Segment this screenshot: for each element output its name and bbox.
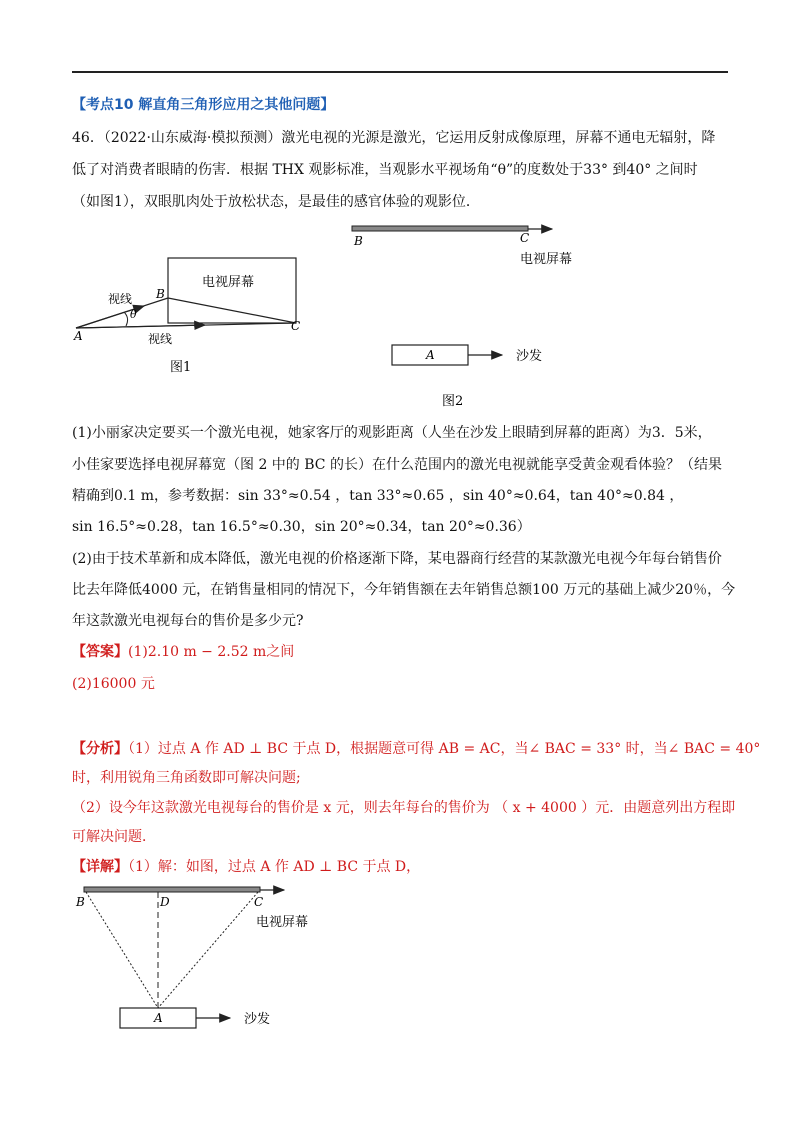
fig1-sight-label-top: 视线 bbox=[108, 292, 133, 306]
question2-line-2: 比去年降低4000 元，在销售量相同的情况下，今年销售额在去年销售总额100 万元的基础上减少20％，今 bbox=[72, 582, 736, 598]
figure-3 bbox=[66, 880, 326, 1040]
fig3-point-b: B bbox=[76, 895, 85, 909]
fig3-point-c: C bbox=[254, 895, 264, 909]
fig2-sofa-label: 沙发 bbox=[516, 349, 543, 364]
analysis-text-1: （1）过点 A 作 AD ⊥ BC 于点 D，根据题意可得 AB = AC，当∠ BAC = 33° 时，当∠ BAC = 40° bbox=[128, 741, 761, 757]
analysis-line-1 bbox=[72, 738, 760, 760]
question2-line-1: (2)由于技术革新和成本降低，激光电视的价格逐渐下降，某电器商行经营的某款激光电视今年每台销售价 bbox=[72, 551, 722, 567]
section-heading: 【考点10 解直角三角形应用之其他问题】 bbox=[72, 97, 335, 113]
question1-line-4: sin 16.5°≈0.28，tan 16.5°≈0.30，sin 20°≈0.34，tan 20°≈0.36） bbox=[72, 519, 531, 535]
fig3-sofa-label: 沙发 bbox=[244, 1012, 271, 1027]
angle-arc bbox=[124, 312, 128, 326]
detail-label: 【详解】 bbox=[72, 859, 128, 875]
fig1-sight-label-bottom: 视线 bbox=[148, 332, 173, 346]
analysis-line-4: 可解决问题． bbox=[72, 829, 156, 845]
fig2-point-c: C bbox=[520, 231, 530, 245]
answer-line-1 bbox=[72, 641, 294, 663]
fig1-angle-theta: θ bbox=[130, 308, 137, 321]
detail-line-1 bbox=[72, 856, 420, 878]
fig2-point-a: A bbox=[426, 348, 435, 362]
fig3-line-ab bbox=[86, 892, 158, 1008]
fig2-point-b: B bbox=[354, 234, 363, 248]
fig1-caption: 图1 bbox=[170, 360, 192, 375]
top-rule bbox=[72, 71, 728, 73]
fig2-screen-label: 电视屏幕 bbox=[520, 252, 573, 267]
screen-rect bbox=[168, 258, 296, 323]
analysis-label: 【分析】 bbox=[72, 741, 128, 757]
figure-1 bbox=[60, 248, 330, 388]
problem-line-2: 低了对消费者眼睛的伤害．根据 THX 观影标准，当观影水平视场角“θ”的度数处于33° 到40° 之间时 bbox=[72, 162, 698, 178]
problem-line-1: 46．（2022·山东威海·模拟预测）激光电视的光源是激光，它运用反射成像原理，屏幕不通电无辐射，降 bbox=[72, 130, 716, 146]
figure-2 bbox=[340, 216, 610, 416]
analysis-line-3: （2）设今年这款激光电视每台的售价是 x 元，则去年每台的售价为 （ x + 4000 ）元．由题意列出方程即 bbox=[72, 800, 736, 816]
answer-part-1: (1)2.10 m − 2.52 m之间 bbox=[128, 644, 295, 660]
fig1-point-c: C bbox=[291, 319, 301, 333]
fig3-screen-label: 电视屏幕 bbox=[256, 915, 309, 930]
question1-line-2: 小佳家要选择电视屏幕宽（图 2 中的 BC 的长）在什么范围内的激光电视就能享受黄金观看体验？（结果 bbox=[72, 457, 722, 473]
answer-part-2: (2)16000 元 bbox=[72, 676, 155, 692]
fig3-point-a: A bbox=[154, 1011, 163, 1025]
fig1-screen-label: 电视屏幕 bbox=[202, 275, 255, 290]
analysis-line-2: 时，利用锐角三角函数即可解决问题; bbox=[72, 770, 301, 786]
fig2-screen-bar bbox=[352, 226, 528, 231]
fig3-point-d: D bbox=[160, 895, 170, 909]
problem-line-3: （如图1），双眼肌肉处于放松状态，是最佳的感官体验的观影位． bbox=[72, 194, 480, 210]
fig1-point-b: B bbox=[156, 287, 165, 301]
fig3-screen-bar bbox=[84, 887, 260, 892]
question2-line-3: 年这款激光电视每台的售价是多少元? bbox=[72, 613, 304, 629]
question1-line-1: (1)小丽家决定要买一个激光电视，她家客厅的观影距离（人坐在沙发上眼睛到屏幕的距离）为3．5米， bbox=[72, 425, 712, 441]
answer-label: 【答案】 bbox=[72, 644, 128, 660]
fig3-line-ac bbox=[158, 892, 258, 1008]
question1-line-3: 精确到0.1 m，参考数据：sin 33°≈0.54 ，tan 33°≈0.65 ，sin 40°≈0.64，tan 40°≈0.84 ， bbox=[72, 488, 684, 504]
fig1-point-a: A bbox=[74, 329, 83, 343]
line-bc bbox=[168, 298, 296, 323]
fig2-caption: 图2 bbox=[442, 394, 464, 409]
arrow-bottom bbox=[76, 325, 205, 328]
detail-text-1: （1）解：如图，过点 A 作 AD ⊥ BC 于点 D， bbox=[128, 859, 421, 875]
